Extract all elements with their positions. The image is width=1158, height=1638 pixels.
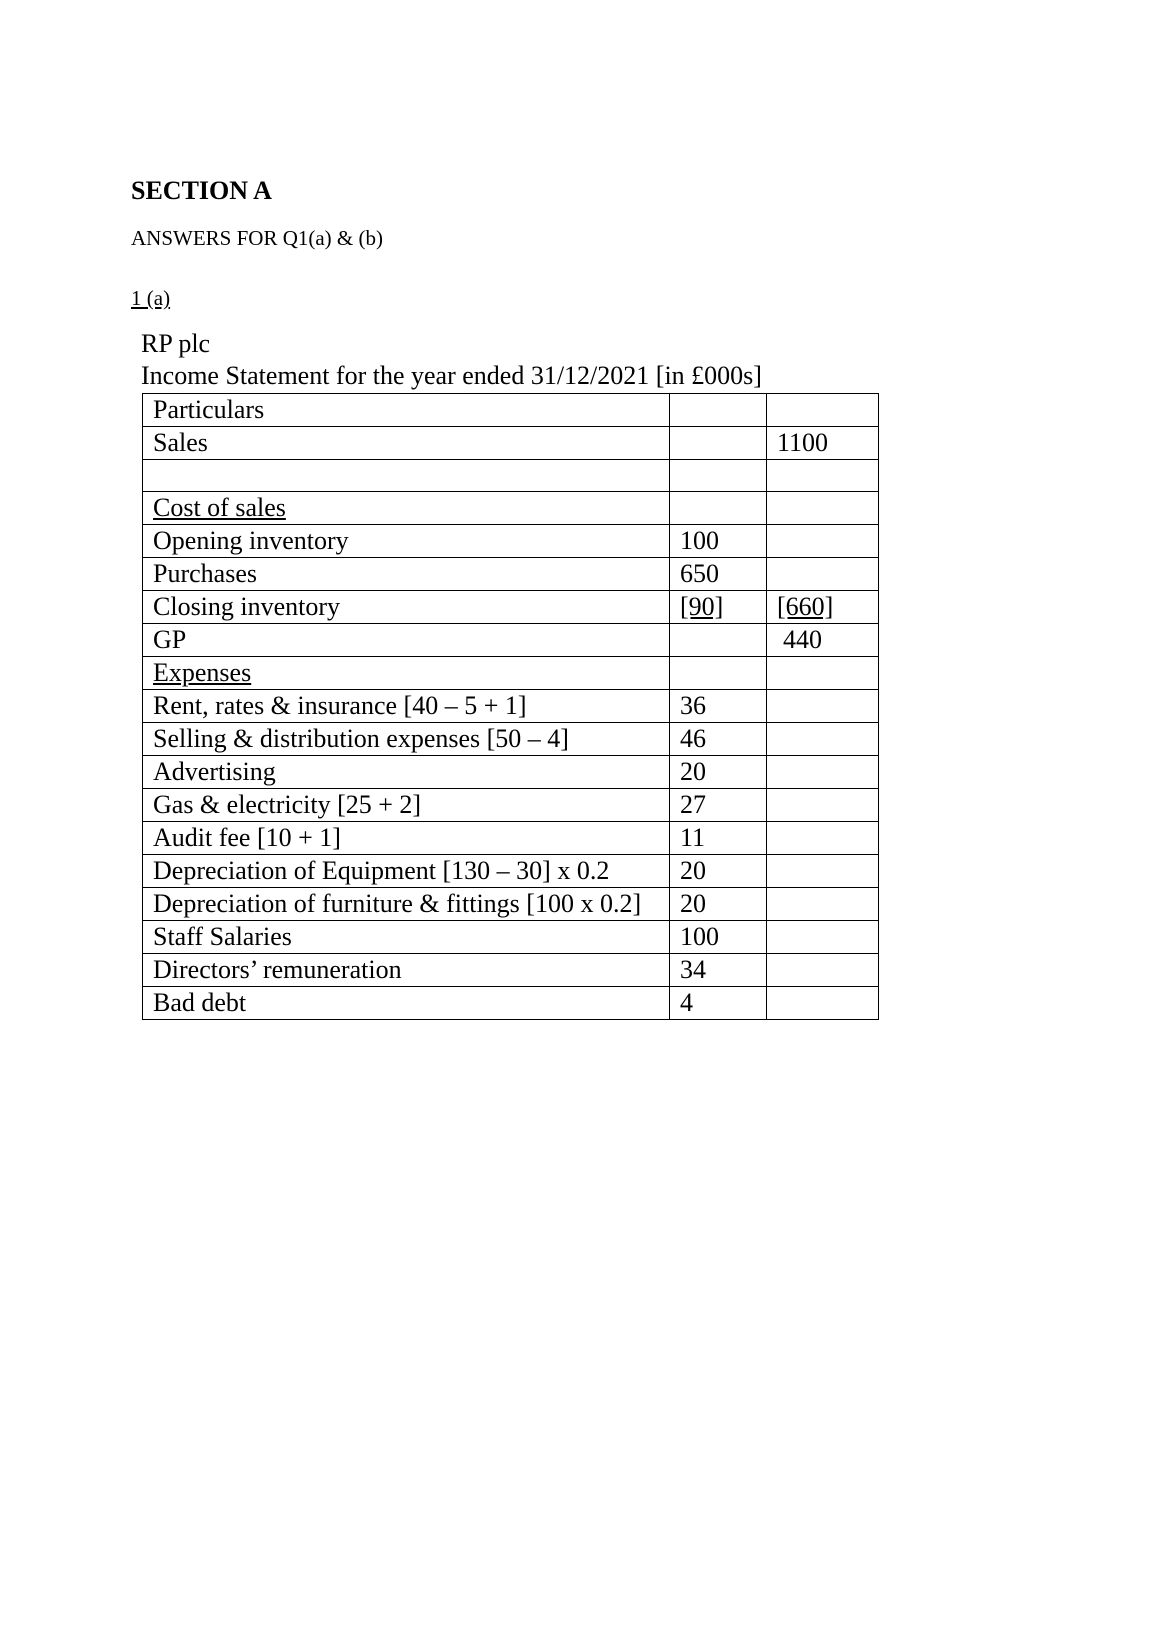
col2-value: 11: [670, 822, 767, 855]
col3-value: 1100: [767, 427, 879, 460]
table-row: [143, 657, 879, 690]
col2-value: 650: [670, 558, 767, 591]
table-row: [143, 822, 879, 855]
col2-value: 46: [670, 723, 767, 756]
row-label: Advertising: [143, 756, 670, 789]
col2-value: [670, 394, 767, 427]
company-name: RP plc: [141, 329, 211, 358]
row-label: Depreciation of Equipment [130 – 30] x 0.2: [143, 855, 670, 888]
table-row: [143, 954, 879, 987]
table-row: [143, 558, 879, 591]
table-row: [143, 723, 879, 756]
col3-value: [767, 525, 879, 558]
col3-value: [767, 492, 879, 525]
col2-value: [670, 460, 767, 492]
col3-value: [767, 822, 879, 855]
statement-title: Income Statement for the year ended 31/12/2021 [in £000s]: [141, 361, 762, 390]
row-label: Directors’ remuneration: [143, 954, 670, 987]
gross-profit-value: 440: [767, 624, 879, 657]
table-row: [143, 492, 879, 525]
col3-value: [767, 591, 879, 624]
row-label: [143, 657, 670, 690]
table-row: [143, 921, 879, 954]
col2-value: [670, 657, 767, 690]
col3-value: [767, 855, 879, 888]
col2-value: [670, 492, 767, 525]
table-row: [143, 888, 879, 921]
table-row: [143, 591, 879, 624]
expenses-heading: Expenses: [153, 658, 252, 687]
col2-value: [670, 591, 767, 624]
col3-value: [767, 558, 879, 591]
table-row: [143, 460, 879, 492]
row-label: Opening inventory: [143, 525, 670, 558]
col2-value: 100: [670, 525, 767, 558]
col2-value: 4: [670, 987, 767, 1020]
col3-value: [767, 394, 879, 427]
table-row: [143, 427, 879, 460]
table-row: [143, 624, 879, 657]
table-row: [143, 987, 879, 1020]
col2-value: 100: [670, 921, 767, 954]
col3-value: [767, 789, 879, 822]
table-row: [143, 690, 879, 723]
row-label: Selling & distribution expenses [50 – 4]: [143, 723, 670, 756]
col2-value: 20: [670, 756, 767, 789]
cost-of-sales-heading: Cost of sales: [153, 493, 286, 522]
col2-value: 36: [670, 690, 767, 723]
cost-of-sales-total: [660]: [777, 592, 834, 621]
row-label: Particulars: [143, 394, 670, 427]
row-label: Rent, rates & insurance [40 – 5 + 1]: [143, 690, 670, 723]
col3-value: [767, 921, 879, 954]
row-label: [143, 492, 670, 525]
row-label: Closing inventory: [143, 591, 670, 624]
answers-heading: ANSWERS FOR Q1(a) & (b): [131, 226, 383, 250]
col3-value: [767, 954, 879, 987]
table-row: [143, 525, 879, 558]
col3-value: [767, 987, 879, 1020]
col3-value: [767, 888, 879, 921]
closing-inventory-value: [90]: [680, 592, 724, 621]
row-label: Sales: [143, 427, 670, 460]
row-label: Purchases: [143, 558, 670, 591]
col3-value: [767, 756, 879, 789]
table-row: [143, 855, 879, 888]
question-label: 1 (a): [131, 286, 171, 310]
table-row: [143, 756, 879, 789]
row-label: Depreciation of furniture & fittings [100 x 0.2]: [143, 888, 670, 921]
col3-value: [767, 723, 879, 756]
row-label: Staff Salaries: [143, 921, 670, 954]
col2-value: 27: [670, 789, 767, 822]
col3-value: [767, 657, 879, 690]
col2-value: 20: [670, 855, 767, 888]
section-title: SECTION A: [131, 176, 272, 205]
row-label: Gas & electricity [25 + 2]: [143, 789, 670, 822]
col2-value: [670, 427, 767, 460]
table-row: [143, 394, 879, 427]
row-label: [143, 460, 670, 492]
income-statement-table: [142, 393, 879, 1020]
col2-value: 34: [670, 954, 767, 987]
row-label: GP: [143, 624, 670, 657]
row-label: Bad debt: [143, 987, 670, 1020]
col2-value: 20: [670, 888, 767, 921]
col2-value: [670, 624, 767, 657]
row-label: Audit fee [10 + 1]: [143, 822, 670, 855]
table-row: [143, 789, 879, 822]
col3-value: [767, 690, 879, 723]
col3-value: [767, 460, 879, 492]
